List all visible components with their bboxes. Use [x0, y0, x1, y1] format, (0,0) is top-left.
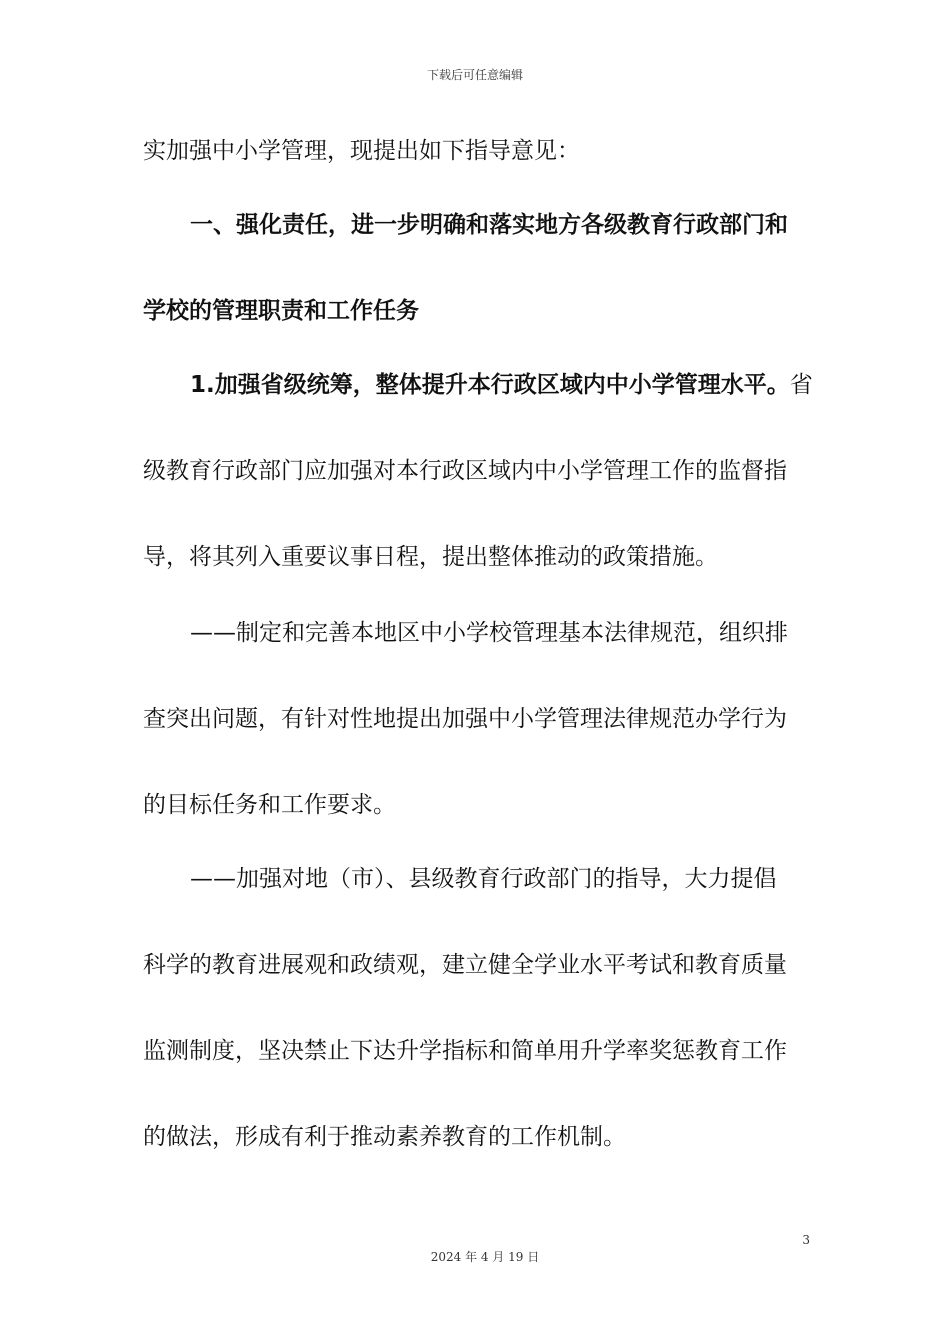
paragraph-line: 导，将其列入重要议事日程，提出整体推动的政策措施。 [143, 544, 718, 570]
paragraph-line: 查突出问题，有针对性地提出加强中小学管理法律规范办学行为 [143, 706, 787, 732]
paragraph-line: 科学的教育进展观和政绩观，建立健全学业水平考试和教育质量 [143, 952, 787, 978]
subsection-heading: 1.加强省级统筹，整体提升本行政区域内中小学管理水平。 [190, 372, 790, 398]
section-heading-line: 一、强化责任，进一步明确和落实地方各级教育行政部门和 [190, 212, 788, 238]
paragraph-line: 实加强中小学管理，现提出如下指导意见： [143, 138, 580, 164]
footer-date: 2024 年 4 月 19 日 [430, 1250, 540, 1264]
paragraph-line: 的做法，形成有利于推动素养教育的工作机制。 [143, 1124, 626, 1150]
paragraph-text: 省 [789, 372, 813, 398]
header-note: 下载后可任意编辑 [426, 68, 523, 82]
paragraph-line: 监测制度，坚决禁止下达升学指标和简单用升学率奖惩教育工作 [143, 1038, 787, 1064]
section-heading-line: 学校的管理职责和工作任务 [143, 298, 419, 324]
page-number: 3 [802, 1233, 810, 1247]
paragraph-line: 级教育行政部门应加强对本行政区域内中小学管理工作的监督指 [143, 458, 787, 484]
paragraph-line: ——加强对地（市）、县级教育行政部门的指导，大力提倡 [190, 866, 777, 892]
paragraph-line: 的目标任务和工作要求。 [143, 792, 396, 818]
subsection-line [190, 370, 813, 400]
paragraph-line: ——制定和完善本地区中小学校管理基本法律规范，组织排 [190, 620, 788, 646]
